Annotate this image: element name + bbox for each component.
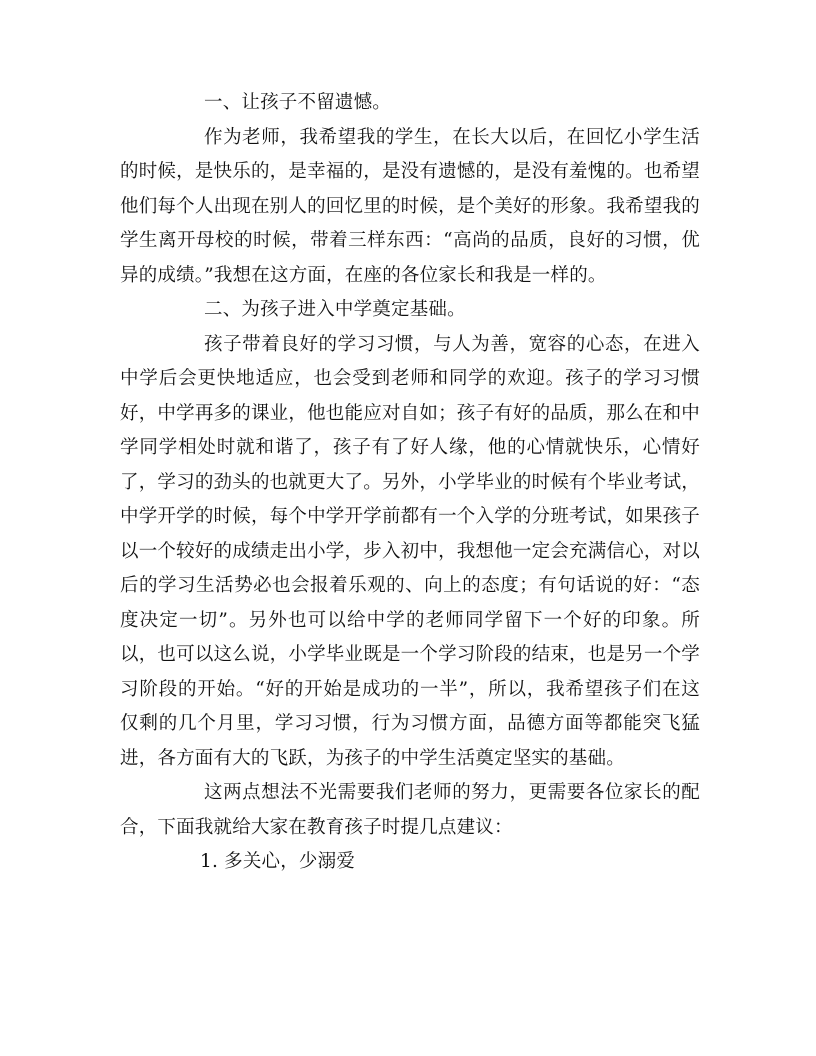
- list-item-1: 1. 多关心，少溺爱: [200, 851, 356, 872]
- body-paragraph-1: 作为老师，我希望我的学生，在长大以后，在回忆小学生活的时候，是快乐的，是幸福的，是没有遗憾的，是没有羞愧的。也希望他们每个人出现在别人的回忆里的时候，是个美好的形象。我希望我的学生离开母校的时候，带着三样东西：“高尚的品质，良好的习惯，优异的成绩。”我想在这方面，在座的各位家长和我是一样的。: [120, 126, 700, 286]
- section-heading-2: 二、为孩子进入中学奠定基础。: [204, 299, 466, 320]
- document-body: [120, 86, 700, 880]
- body-paragraph-2: 孩子带着良好的学习习惯，与人为善，宽容的心态，在进入中学后会更快地适应，也会受到老师和同学的欢迎。孩子的学习习惯好，中学再多的课业，他也能应对自如；孩子有好的品质，那么在和中学同学相处时就和谐了，孩子有了好人缘，他的心情就快乐，心情好了，学习的劲头的也就更大了。另外，小学毕业的时候有个毕业考试，中学开学的时候，每个中学开学前都有一个入学的分班考试，如果孩子以一个较好的成绩走出小学，步入初中，我想他一定会充满信心，对以后的学习生活势必也会报着乐观的、向上的态度；有句话说的好：“态度决定一切”。另外也可以给中学的老师同学留下一个好的印象。所以，也可以这么说，小学毕业既是一个学习阶段的结束，也是另一个学习阶段的开始。“好的开始是成功的一半”，所以，我希望孩子们在这仅剩的几个月里，学习习惯，行为习惯方面，品德方面等都能突飞猛进，各方面有大的飞跃，为孩子的中学生活奠定坚实的基础。: [120, 333, 700, 769]
- body-paragraph-3: 这两点想法不光需要我们老师的努力，更需要各位家长的配合，下面我就给大家在教育孩子时提几点建议：: [120, 782, 700, 838]
- section-heading-1: 一、让孩子不留遗憾。: [204, 92, 392, 113]
